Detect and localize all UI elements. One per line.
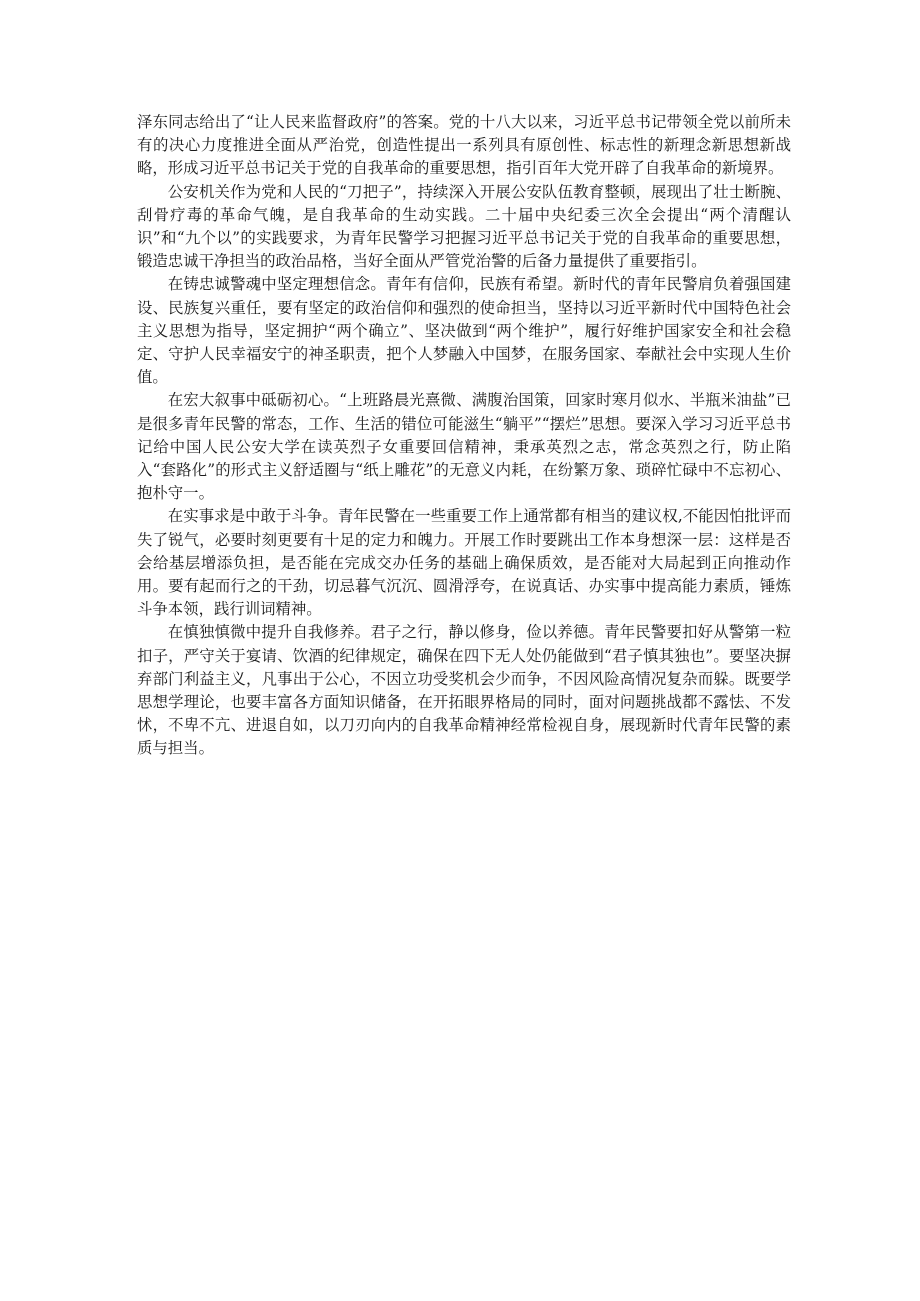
- paragraph-6: 在慎独慎微中提升自我修养。君子之行，静以修身，俭以养德。青年民警要扣好从警第一粒扣子，严守关于宴请、饮酒的纪律规定，确保在四下无人处仍能做到“君子慎其独也”。要坚决摒弃部门利益主义，凡事出于公心，不因立功受奖机会少而争，不因风险高情况复杂而躲。既要学思想学理论，也要丰富各方面知识储备，在开拓眼界格局的同时，面对问题挑战都不露怯、不发怵，不卑不亢、进退自如，以刀刃向内的自我革命精神经常检视自身，展现新时代青年民警的素质与担当。: [137, 623, 791, 758]
- paragraph-1: 泽东同志给出了“让人民来监督政府”的答案。党的十八大以来，习近平总书记带领全党以前所未有的决心力度推进全面从严治党，创造性提出一系列具有原创性、标志性的新理念新思想新战略，形成习近平总书记关于党的自我革命的重要思想，指引百年大党开辟了自我革命的新境界。: [137, 113, 791, 178]
- paragraph-3: 在铸忠诚警魂中坚定理想信念。青年有信仰，民族有希望。新时代的青年民警肩负着强国建设、民族复兴重任，要有坚定的政治信仰和强烈的使命担当，坚持以习近平新时代中国特色社会主义思想为指导，坚定拥护“两个确立”、坚决做到“两个维护”，履行好维护国家安全和社会稳定、守护人民幸福安宁的神圣职责，把个人梦融入中国梦，在服务国家、奉献社会中实现人生价值。: [137, 275, 791, 387]
- paragraph-4: 在宏大叙事中砥砺初心。“上班路晨光熹微、满腹治国策，回家时寒月似水、半瓶米油盐”已是很多青年民警的常态，工作、生活的错位可能滋生“躺平”“摆烂”思想。要深入学习习近平总书记给中国人民公安大学在读英烈子女重要回信精神，秉承英烈之志，常念英烈之行，防止陷入“套路化”的形式主义舒适圈与“纸上雕花”的无意义内耗，在纷繁万象、琐碎忙碌中不忘初心、抱朴守一。: [137, 391, 791, 503]
- document-body: [137, 111, 791, 761]
- paragraph-2: 公安机关作为党和人民的“刀把子”，持续深入开展公安队伍教育整顿，展现出了壮士断腕、刮骨疗毒的革命气魄，是自我革命的生动实践。二十届中央纪委三次全会提出“两个清醒认识”和“九个以”的实践要求，为青年民警学习把握习近平总书记关于党的自我革命的重要思想，锻造忠诚干净担当的政治品格，当好全面从严管党治警的后备力量提供了重要指引。: [137, 182, 791, 271]
- paragraph-5: 在实事求是中敢于斗争。青年民警在一些重要工作上通常都有相当的建议权,不能因怕批评而失了锐气，必要时刻更要有十足的定力和魄力。开展工作时要跳出工作本身想深一层：这样是否会给基层增添负担，是否能在完成交办任务的基础上确保质效，是否能对大局起到正向推动作用。要有起而行之的干劲，切忌暮气沉沉、圆滑浮夸，在说真话、办实事中提高能力素质，锤炼斗争本领，践行训词精神。: [137, 507, 791, 619]
